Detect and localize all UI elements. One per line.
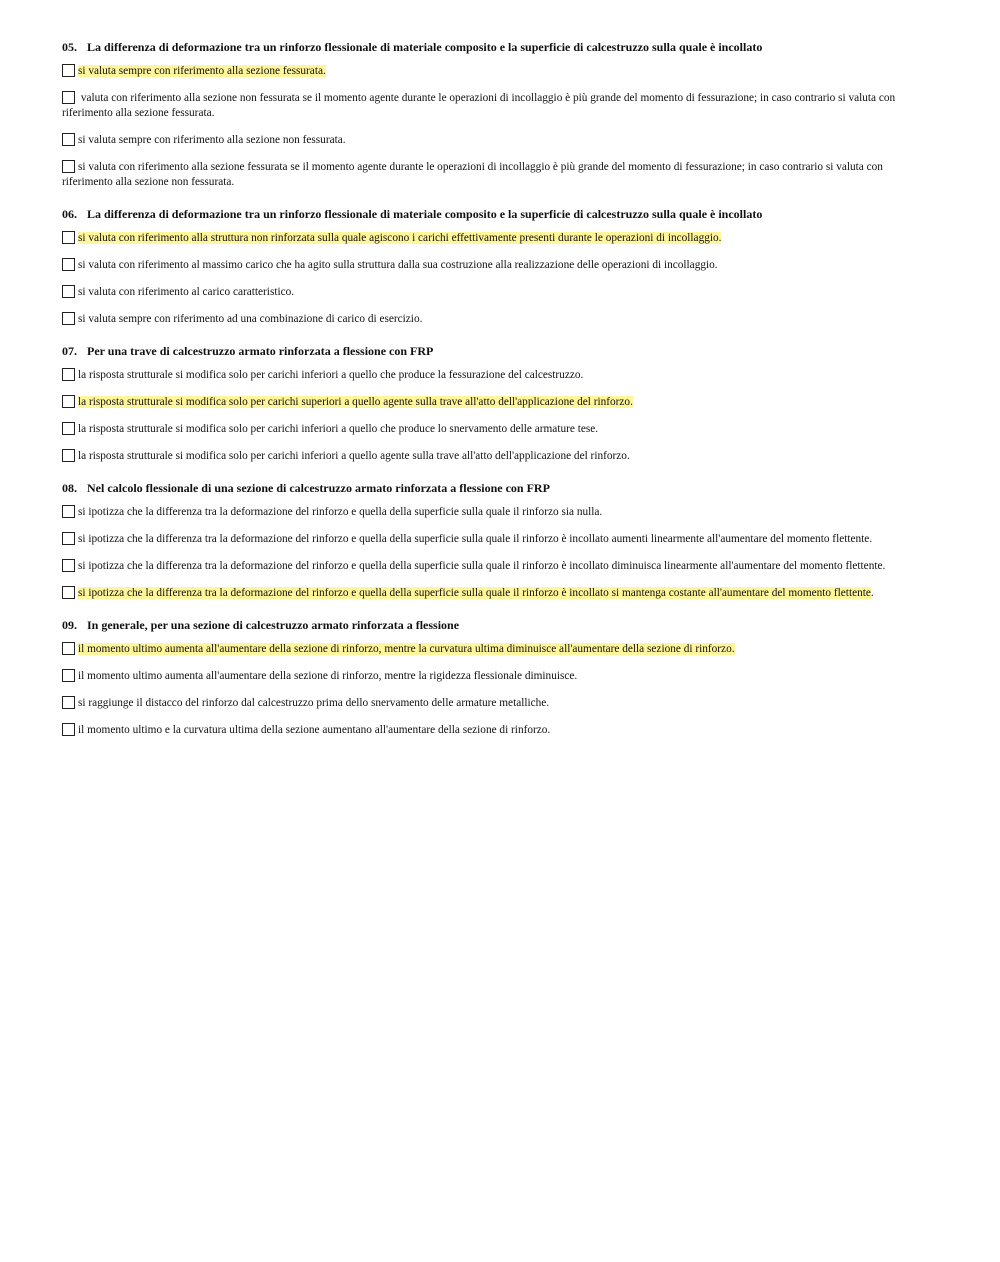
answer-text-highlighted: la risposta strutturale si modifica solo per carichi superiori a quello agente sulla trave all'atto dell'applicazione del rinforzo. — [78, 396, 633, 408]
answer-text: valuta con riferimento alla sezione non fessurata se il momento agente durante le operazioni di incollaggio è più grande del momento di fessurazione; in caso contrario si valuta con riferimento alla sezione fessurata. — [62, 92, 896, 119]
answer-option — [62, 160, 932, 190]
answer-checkbox[interactable] — [62, 532, 75, 545]
answer-text: si valuta con riferimento al carico caratteristico. — [78, 286, 295, 298]
question-title — [62, 344, 932, 359]
question-text: Nel calcolo flessionale di una sezione di calcestruzzo armato rinforzata a flessione con FRP — [87, 481, 550, 495]
answer-option — [62, 559, 932, 574]
answer-option — [62, 586, 932, 601]
question-number: 09. — [62, 618, 77, 632]
question-text: In generale, per una sezione di calcestruzzo armato rinforzata a flessione — [87, 618, 460, 632]
answer-checkbox[interactable] — [62, 505, 75, 518]
answer-text-highlighted: si valuta con riferimento alla struttura non rinforzata sulla quale agiscono i carichi effettivamente presenti durante le operazioni di incollaggio. — [78, 232, 722, 244]
answer-text-highlighted: si ipotizza che la differenza tra la deformazione del rinforzo e quella della superficie sulla quale il rinforzo è incollato si mantenga costante all'aumentare del momento flettente — [78, 587, 871, 599]
answer-checkbox[interactable] — [62, 723, 75, 736]
answer-checkbox[interactable] — [62, 285, 75, 298]
answer-checkbox[interactable] — [62, 91, 75, 104]
answer-option — [62, 368, 932, 383]
answer-option — [62, 669, 932, 684]
answer-text: si ipotizza che la differenza tra la deformazione del rinforzo e quella della superficie sulla quale il rinforzo è incollato diminuisca linearmente all'aumentare del momento flettente. — [78, 560, 886, 572]
answer-option — [62, 505, 932, 520]
answer-text: la risposta strutturale si modifica solo per carichi inferiori a quello che produce la fessurazione del calcestruzzo. — [78, 369, 584, 381]
answer-text: si valuta sempre con riferimento ad una combinazione di carico di esercizio. — [78, 313, 423, 325]
answer-option — [62, 64, 932, 79]
answer-checkbox[interactable] — [62, 696, 75, 709]
answer-checkbox[interactable] — [62, 559, 75, 572]
answer-option — [62, 696, 932, 711]
question-number: 07. — [62, 344, 77, 358]
answer-checkbox[interactable] — [62, 449, 75, 462]
answer-option — [62, 285, 932, 300]
answer-text-highlighted: il momento ultimo aumenta all'aumentare della sezione di rinforzo, mentre la curvatura ultima diminuisce all'aumentare della sezione di rinforzo. — [78, 643, 735, 655]
answer-text: si valuta con riferimento alla sezione fessurata se il momento agente durante le operazioni di incollaggio è più grande del momento di fessurazione; in caso contrario si valuta con riferimento alla sezione non fessurata. — [62, 161, 883, 188]
question-text: La differenza di deformazione tra un rinforzo flessionale di materiale composito e la superficie di calcestruzzo sulla quale è incollato — [87, 40, 763, 54]
question-text: La differenza di deformazione tra un rinforzo flessionale di materiale composito e la superficie di calcestruzzo sulla quale è incollato — [87, 207, 763, 221]
answer-option — [62, 642, 932, 657]
question-title — [62, 618, 932, 633]
answer-checkbox[interactable] — [62, 669, 75, 682]
answer-option — [62, 91, 932, 121]
answer-option — [62, 395, 932, 410]
answer-text: la risposta strutturale si modifica solo per carichi inferiori a quello che produce lo snervamento delle armature tese. — [78, 423, 599, 435]
answer-text: si valuta con riferimento al massimo carico che ha agito sulla struttura dalla sua costruzione alla realizzazione delle operazioni di incollaggio. — [78, 259, 718, 271]
answer-option — [62, 449, 932, 464]
answer-text: si raggiunge il distacco del rinforzo dal calcestruzzo prima dello snervamento delle armature metalliche. — [78, 697, 550, 709]
answer-checkbox[interactable] — [62, 642, 75, 655]
answer-option — [62, 258, 932, 273]
answer-option — [62, 532, 932, 547]
answer-option — [62, 723, 932, 738]
answer-checkbox[interactable] — [62, 586, 75, 599]
question-text: Per una trave di calcestruzzo armato rinforzata a flessione con FRP — [87, 344, 434, 358]
answer-text-tail: . — [870, 587, 874, 599]
question-08 — [62, 481, 932, 601]
answer-checkbox[interactable] — [62, 368, 75, 381]
answer-text: si ipotizza che la differenza tra la deformazione del rinforzo e quella della superficie sulla quale il rinforzo è incollato aumenti linearmente all'aumentare del momento flettente. — [78, 533, 873, 545]
answer-option — [62, 422, 932, 437]
answer-option — [62, 312, 932, 327]
answer-text: il momento ultimo aumenta all'aumentare della sezione di rinforzo, mentre la rigidezza flessionale diminuisce. — [78, 670, 578, 682]
question-06 — [62, 207, 932, 327]
question-number: 08. — [62, 481, 77, 495]
question-title — [62, 207, 932, 222]
answer-text: il momento ultimo e la curvatura ultima della sezione aumentano all'aumentare della sezione di rinforzo. — [78, 724, 551, 736]
quiz-page — [62, 40, 932, 755]
question-number: 05. — [62, 40, 77, 54]
answer-checkbox[interactable] — [62, 160, 75, 173]
answer-option — [62, 231, 932, 246]
answer-checkbox[interactable] — [62, 312, 75, 325]
answer-text-highlighted: si valuta sempre con riferimento alla sezione fessurata. — [78, 65, 326, 77]
question-title — [62, 40, 932, 55]
question-title — [62, 481, 932, 496]
answer-checkbox[interactable] — [62, 133, 75, 146]
answer-checkbox[interactable] — [62, 231, 75, 244]
answer-option — [62, 133, 932, 148]
answer-checkbox[interactable] — [62, 422, 75, 435]
answer-checkbox[interactable] — [62, 64, 75, 77]
question-number: 06. — [62, 207, 77, 221]
answer-text: si ipotizza che la differenza tra la deformazione del rinforzo e quella della superficie sulla quale il rinforzo sia nulla. — [78, 506, 603, 518]
question-09 — [62, 618, 932, 738]
answer-text: la risposta strutturale si modifica solo per carichi inferiori a quello agente sulla trave all'atto dell'applicazione del rinforzo. — [78, 450, 630, 462]
answer-checkbox[interactable] — [62, 258, 75, 271]
question-07 — [62, 344, 932, 464]
answer-checkbox[interactable] — [62, 395, 75, 408]
answer-text: si valuta sempre con riferimento alla sezione non fessurata. — [78, 134, 346, 146]
question-05 — [62, 40, 932, 190]
